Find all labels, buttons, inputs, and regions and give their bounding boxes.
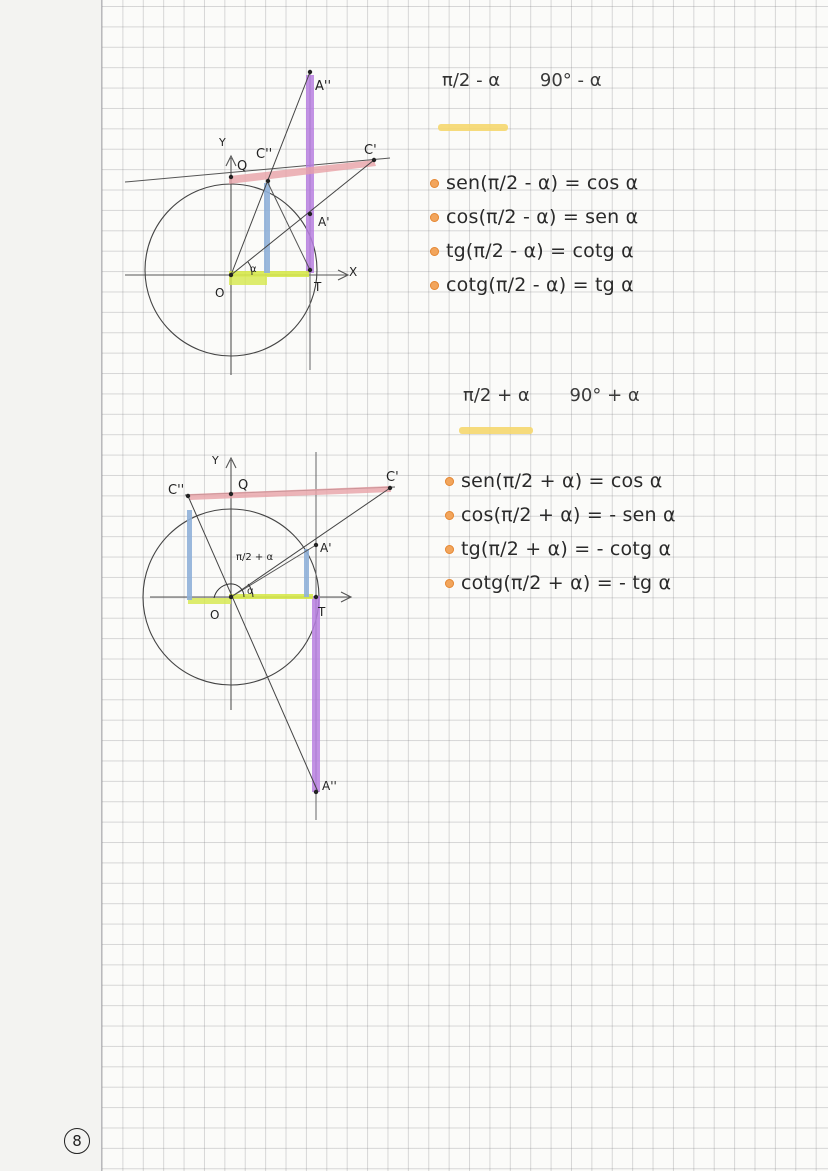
label-c1: C' <box>386 470 399 485</box>
formula-text: sen(π/2 + α) = cos α <box>461 470 663 492</box>
label-a1: A' <box>320 541 332 555</box>
section-1-highlight <box>438 124 508 131</box>
label-c2: C'' <box>256 147 273 162</box>
formula-text: sen(π/2 - α) = cos α <box>446 172 639 194</box>
section-2-heading <box>463 385 676 406</box>
section-1-degrees: 90° - α <box>539 70 602 91</box>
bullet-icon <box>445 545 454 554</box>
formula-row <box>430 268 638 302</box>
sin-segment <box>187 510 192 600</box>
label-angle: π/2 + α <box>236 552 274 563</box>
formula-text: tg(π/2 - α) = cotg α <box>446 240 634 262</box>
formula-row <box>445 464 676 498</box>
label-c1: C' <box>364 143 377 158</box>
formula-row <box>430 166 638 200</box>
label-alpha: α <box>247 586 254 597</box>
bullet-icon <box>430 213 439 222</box>
label-a2: A'' <box>322 779 337 793</box>
formula-text: tg(π/2 + α) = - cotg α <box>461 538 672 560</box>
label-a1: A' <box>318 215 330 229</box>
label-o: O <box>215 286 225 300</box>
bullet-icon <box>445 511 454 520</box>
formula-row <box>430 200 638 234</box>
bullet-icon <box>445 579 454 588</box>
bullet-icon <box>430 247 439 256</box>
label-c2: C'' <box>168 483 185 498</box>
section-1-angle: π/2 - α <box>442 70 501 91</box>
formula-row <box>445 498 676 532</box>
formula-text: cotg(π/2 + α) = - tg α <box>461 572 672 594</box>
formula-row <box>445 532 676 566</box>
formula-row <box>445 566 676 600</box>
cos-segment <box>229 594 313 599</box>
section-2-highlight <box>459 427 533 434</box>
label-q: Q <box>237 159 248 174</box>
section-2-angle: π/2 + α <box>463 385 530 406</box>
radius <box>231 488 390 597</box>
section-2-degrees: 90° + α <box>569 385 640 406</box>
bullet-icon <box>445 477 454 486</box>
bullet-icon <box>430 179 439 188</box>
cos-segment-2 <box>188 598 231 604</box>
formula-text: cotg(π/2 - α) = tg α <box>446 274 634 296</box>
label-y: Y <box>219 136 226 149</box>
formula-text: cos(π/2 + α) = - sen α <box>461 504 676 526</box>
label-o: O <box>210 608 220 622</box>
page-number: 8 <box>64 1128 90 1154</box>
section-1 <box>430 70 638 302</box>
label-t: T <box>318 605 326 619</box>
tangent-segment <box>312 596 320 792</box>
section-1-heading <box>442 70 638 91</box>
label-a2: A'' <box>315 79 332 94</box>
bullet-icon <box>430 281 439 290</box>
formula-row <box>430 234 638 268</box>
formula-text: cos(π/2 - α) = sen α <box>446 206 639 228</box>
cotangent-segment <box>190 486 391 500</box>
label-x: X <box>349 265 358 279</box>
label-q: Q <box>238 478 249 493</box>
label-y: Y <box>212 454 219 467</box>
label-alpha: α <box>250 264 257 275</box>
section-2 <box>445 385 676 600</box>
label-t: T <box>314 280 322 294</box>
